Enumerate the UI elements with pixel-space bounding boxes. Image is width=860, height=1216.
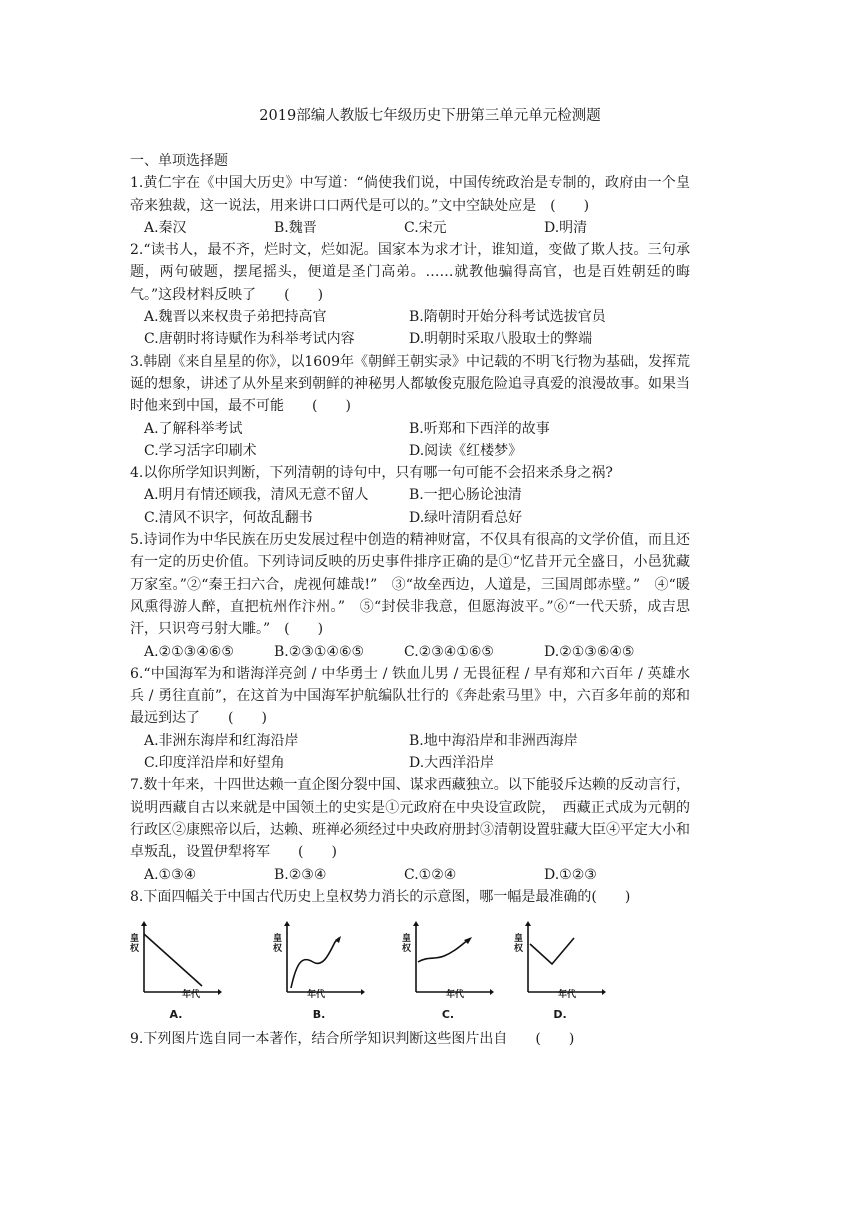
question-3-stem: 3.韩剧《来自星星的你》，以1609年《朝鲜王朝实录》中记载的不明飞行物为基础，发挥荒诞的想象，讲述了从外星来到朝鲜的神秘男人都敏俊克服危险追寻真爱的浪漫故事。如果当时他来到中国，最不可能 ( ) [130,353,690,415]
question-5-options [130,641,690,663]
document-title: 2019部编人教版七年级历史下册第三单元单元检测题 [259,108,601,124]
question-8-figures [130,920,690,1020]
q7-option-c: C.①②④ [404,866,457,883]
figure-b-xlabel: 年代 [307,990,326,1001]
question-4-options [130,484,690,529]
question-7-stem: 7.数十年来，十四世达赖一直企图分裂中国、谋求西藏独立。以下能驳斥达赖的反动言行，说明西藏自古以来就是中国领土的史实是①元政府在中央设宣政院， 西藏正式成为元朝的行政区②康熙帝以后，达赖、班禅必须经过中央政府册封③清朝设置驻藏大臣④平定大小和卓叛乱，设置伊犁将军 ( ) [130,777,690,861]
q4-option-d: D.绿叶清阴看总好 [409,509,523,526]
question-1-options [130,217,690,239]
figure-a-curve [144,934,202,986]
q4-option-b: B.一把心肠论浊清 [409,487,522,504]
figure-a-label: A. [169,1008,183,1022]
q6-option-d: D.大西洋沿岸 [409,755,495,772]
document-body [130,150,690,1050]
figure-d-xlabel: 年代 [558,990,577,1001]
q1-option-c: C.宋元 [404,219,447,236]
figure-c-ylabel: 皇权 [402,934,412,955]
figure-d [514,920,606,1020]
figure-c [402,920,494,1020]
q2-option-d: D.明朝时采取八股取士的弊端 [409,331,593,348]
figure-c-curve [418,940,468,962]
question-4-stem: 4.以你所学知识判断，下列清朝的诗句中，只有哪一句可能不会招来杀身之祸? [130,465,613,482]
figure-b [273,920,365,1020]
q5-option-b: B.②③①④⑥⑤ [274,643,365,660]
question-5-stem: 5.诗词作为中华民族在历史发展过程中创造的精神财富，不仅具有很高的文学价值，而且还有一定的历史价值。下列诗词反映的历史事件排序正确的是①“忆昔开元全盛日，小邑犹藏万家室。”②“秦王扫六合，虎视何雄哉!” ③“故垒西边，人道是，三国周郎赤壁。” ④“暖风熏得游人醉，直把杭州作汴州。” ⑤“封侯非我意，但愿海波平。”⑥“一代天骄，成吉思汗，只识弯弓射大雕。” ( ) [130,532,690,638]
figure-a-xlabel: 年代 [182,990,201,1001]
q3-option-a: A.了解科举考试 [144,420,243,437]
question-9-stem: 9.下列图片选自同一本著作，结合所学知识判断这些图片出自 ( ) [130,1031,575,1048]
q2-option-b: B.隋朝时开始分科考试选拔官员 [409,309,606,326]
question-8-stem: 8.下面四幅关于中国古代历史上皇权势力消长的示意图，哪一幅是最准确的( ) [130,888,631,905]
q6-option-b: B.地中海沿岸和非洲西海岸 [409,732,578,749]
question-7-options [130,864,690,886]
question-2-stem: 2.“读书人，最不齐，烂时文，烂如泥。国家本为求才计，谁知道，变做了欺人技。三句承题，两句破题，摆尾摇头，便道是圣门高弟。……就教他骗得高官，也是百姓朝廷的晦气。”这段材料反映了 ( ) [130,242,690,303]
q7-option-d: D.①②③ [544,866,597,883]
section-heading: 一、单项选择题 [130,153,228,169]
q4-option-c: C.清风不识字，何故乱翻书 [144,509,313,526]
question-3-options [130,418,690,463]
q5-option-d: D.②①③⑥④⑤ [544,643,635,660]
q3-option-c: C.学习活字印刷术 [144,442,257,459]
q1-option-d: D.明清 [544,219,588,236]
q2-option-a: A.魏晋以来权贵子弟把持高官 [144,309,327,326]
q4-option-a: A.明月有情还顾我，清风无意不留人 [144,487,369,504]
figure-d-ylabel: 皇权 [514,934,524,955]
q3-option-d: D.阅读《红楼梦》 [409,442,523,459]
q3-option-b: B.听郑和下西洋的故事 [409,420,550,437]
q6-option-a: A.非洲东海岸和红海沿岸 [144,732,299,749]
figure-d-curve [530,938,574,964]
figure-d-label: D. [553,1008,567,1022]
figure-a-ylabel: 皇权 [130,934,140,955]
figure-b-curve [291,938,339,988]
q6-option-c: C.印度洋沿岸和好望角 [144,755,285,772]
q1-option-a: A.秦汉 [144,219,187,236]
figure-b-ylabel: 皇权 [273,934,283,955]
q5-option-a: A.②①③④⑥⑤ [144,643,234,660]
q5-option-c: C.②③④①⑥⑤ [404,643,494,660]
question-2-options [130,306,690,351]
question-6-options [130,730,690,775]
question-1-stem: 1.黄仁宇在《中国大历史》中写道：“倘使我们说，中国传统政治是专制的，政府由一个皇帝来独裁，这一说法，用来讲口口两代是可以的。”文中空缺处应是 ( ) [130,175,690,214]
q7-option-b: B.②③④ [274,866,327,883]
figure-c-label: C. [441,1008,455,1022]
figure-a-graph [130,920,222,1004]
figure-c-xlabel: 年代 [446,990,465,1001]
q1-option-b: B.魏晋 [274,219,317,236]
figure-b-label: B. [312,1008,326,1022]
q7-option-a: A.①③④ [144,866,197,883]
q2-option-c: C.唐朝时将诗赋作为科举考试内容 [144,331,355,348]
question-6-stem: 6.“中国海军为和谐海洋亮剑 / 中华勇士 / 铁血儿男 / 无畏征程 / 早有郑和六百年 / 英雄水兵 / 勇往直前”，在这首为中国海军护航编队壮行的《奔赴索马里》中，六百多年前的郑和最远到达了 ( ) [130,665,690,727]
figure-a [130,920,222,1020]
